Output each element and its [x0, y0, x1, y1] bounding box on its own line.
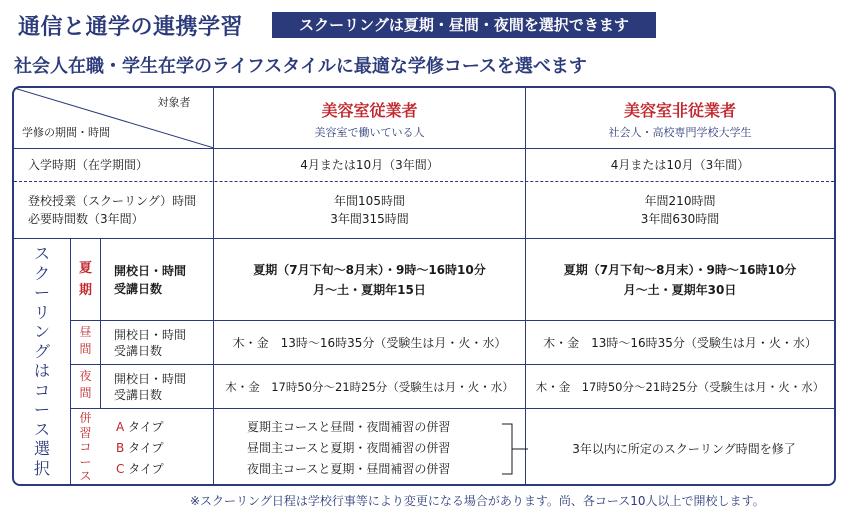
type-a-name: タイプ [128, 420, 164, 434]
hours-col1-line2: 3年間315時間 [330, 212, 409, 226]
night-col1: 木・金 17時50分〜21時25分（受験生は月・火・水） [225, 379, 514, 394]
divider-period-label [100, 238, 101, 408]
footnote: ※スクーリング日程は学校行事等により変更になる場合があります。尚、各コース10人以上で開校します。 [190, 494, 765, 508]
combined-type-list [116, 418, 236, 481]
summer-sub1: 開校日・時間 [114, 263, 187, 278]
row-line-admission [14, 181, 834, 182]
col2-subtitle: 社会人・高校専門学校大学生 [608, 125, 752, 139]
col2-title: 美容室非従業者 [623, 100, 736, 120]
day-label: 昼 間 [79, 325, 92, 356]
type-a-key: A [116, 420, 125, 434]
summer-label: 夏 期 [78, 261, 92, 298]
hours-col2-line2: 3年間630時間 [640, 212, 720, 226]
type-a [116, 418, 236, 439]
night-sublabel [114, 365, 212, 408]
type-a-desc: 夏期主コースと昼間・夜間補習の併習 [247, 420, 451, 434]
type-b [116, 439, 236, 460]
row-line-night [70, 408, 834, 409]
course-table [12, 86, 836, 486]
night-sub2: 受講日数 [114, 387, 163, 402]
type-b-name: タイプ [128, 441, 164, 455]
hours-col2-line1: 年間210時間 [644, 194, 716, 208]
hours-label-line2: 必要時間数（3年間） [28, 212, 144, 226]
day-sub1: 開校日・時間 [114, 327, 187, 342]
night-label: 夜 間 [79, 369, 92, 400]
corner-target-label: 対象者 [157, 96, 191, 109]
summer-col1 [214, 239, 525, 320]
col1-subtitle: 美容室で働いている人 [314, 125, 425, 139]
day-sublabel [114, 321, 212, 364]
summer-col1-line1: 夏期（7月下旬〜8月末）・9時〜16時10分 [253, 262, 486, 277]
admission-col2: 4月または10月（3年間） [610, 158, 750, 172]
summer-sublabel [114, 239, 212, 320]
night-sub1: 開校日・時間 [114, 371, 187, 386]
type-c-desc: 夜間主コースと夏期・昼間補習の併習 [247, 462, 451, 476]
page-subtitle: 社会人在職・学生在学のライフスタイルに最適な学修コースを選べます [14, 56, 587, 77]
summer-col2 [526, 239, 834, 320]
day-col1: 木・金 13時〜16時35分（受験生は月・火・水） [232, 335, 507, 350]
bracket-icon [500, 422, 530, 476]
combined-note: 3年以内に所定のスクーリング時間を修了 [572, 442, 796, 456]
type-c-name: タイプ [128, 462, 164, 476]
type-b-desc: 昼間主コースと夏期・夜間補習の併習 [247, 441, 451, 455]
summer-col1-line2: 月〜土・夏期年15日 [313, 282, 426, 297]
day-sub2: 受講日数 [114, 343, 163, 358]
hours-col1-line1: 年間105時間 [334, 194, 405, 208]
combined-label: 併 習 コ ー ス [79, 411, 92, 483]
summer-col2-line1: 夏期（7月下旬〜8月末）・9時〜16時10分 [563, 262, 797, 277]
day-col2: 木・金 13時〜16時35分（受験生は月・火・水） [543, 335, 817, 350]
admission-col1: 4月または10月（3年間） [300, 158, 439, 172]
combined-desc-list [247, 418, 507, 481]
schooling-badge: スクーリングは夏期・昼間・夜間を選択できます [272, 12, 656, 38]
summer-col2-line2: 月〜土・夏期年30日 [623, 282, 737, 297]
admission-label: 入学時期（在学期間） [28, 158, 149, 172]
page-title: 通信と通学の連携学習 [18, 15, 244, 40]
type-c-key: C [116, 462, 125, 476]
hours-label [28, 183, 212, 237]
hours-col1 [214, 183, 525, 237]
schooling-course-label: ス ク ー リ ン グ は コ ー ス 選 択 [33, 244, 50, 478]
type-b-key: B [116, 441, 125, 455]
col1-header [214, 92, 525, 146]
summer-sub2: 受講日数 [114, 281, 163, 296]
night-col2: 木・金 17時50分〜21時25分（受験生は月・火・水） [535, 379, 825, 394]
type-c [116, 460, 236, 481]
col1-title: 美容室従業者 [321, 100, 418, 120]
col2-header [526, 92, 834, 146]
corner-period-label: 学修の期間・時間 [22, 126, 110, 139]
hours-col2 [526, 183, 834, 237]
hours-label-line1: 登校授業（スクーリング）時間 [28, 194, 197, 208]
